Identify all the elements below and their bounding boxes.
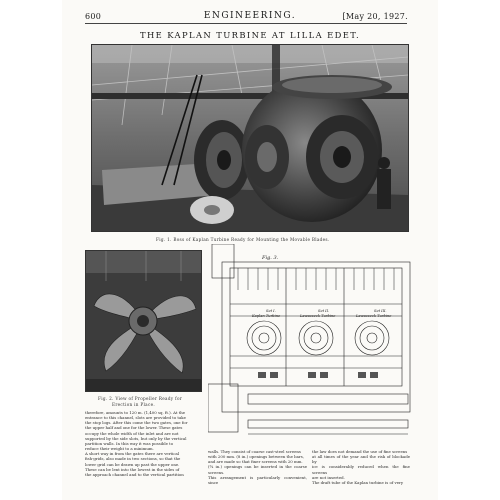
col3-line: the law does not demand the use of fine screens: [312, 449, 408, 454]
col3-line: The draft tube of the Kaplan turbine is of very: [312, 479, 404, 485]
set2-line1: Set II.: [318, 309, 330, 313]
col3-line: are not inserted.: [312, 474, 345, 480]
col1-line: A short way in from the gates there are vertical: [85, 451, 180, 457]
col2-line: (¾ in.) openings can be inserted in the coarse screens.: [208, 464, 307, 475]
figure-2-photo: [85, 250, 202, 392]
col2-line: and are made so that finer screens with 20 mm.: [208, 459, 303, 465]
col1-line: reduce their weight to a minimum.: [85, 446, 154, 452]
col1-line: the stop logs. After this come the two gates, one for: [85, 420, 188, 426]
set3-line1: Set III.: [374, 309, 387, 313]
col1-line: These can be lent into the lowest in the sides of: [85, 466, 180, 472]
col3-line: ice is considerably reduced when the fine screens: [312, 464, 410, 475]
col1-line: entrance to this channel, slots are provided to take: [85, 415, 186, 421]
col3-line: at all times of the year and the risk of blockade by: [312, 454, 410, 465]
article-title: THE KAPLAN TURBINE AT LILLA EDET.: [139, 30, 361, 40]
figure-1-caption: Fig. 1. Boss of Kaplan Turbine Ready for Mounting the Movable Blades.: [156, 237, 330, 242]
running-head: ENGINEERING.: [203, 11, 297, 21]
text-column-3: [312, 449, 410, 485]
col1-line: occupy the whole width of the inlet and are not: [85, 430, 179, 436]
text-column-1: [85, 410, 203, 477]
col1-line: fish-grids, also made in two sections, so that the: [85, 456, 181, 462]
turbine-boss-photo: [92, 45, 408, 231]
text-column-2: [208, 449, 307, 485]
turbine-plan-drawing: [208, 244, 412, 440]
issue-date: [May 20, 1927.: [342, 12, 408, 21]
set1-line1: Set I.: [266, 309, 276, 313]
figure-1-photo: [91, 44, 409, 232]
col2-line: This arrangement is particularly convenient, since: [208, 474, 307, 485]
page-number: 600: [85, 12, 102, 21]
col1-line: therefore, amounts to 120 m. (1,400 sq. ft.). At the: [85, 410, 186, 415]
col1-line: the approach channel and to the vertical partition: [85, 471, 184, 477]
col1-line: partition walls. In this way it was possible to: [85, 440, 174, 446]
figure-2-caption-line1: Fig. 2. View of Propeller Ready for: [98, 396, 183, 401]
figure-3-label: Fig. 3.: [262, 255, 279, 261]
propeller-photo: [86, 251, 201, 391]
set1-line2: Kaplan Turbine: [252, 314, 281, 318]
col2-line: with 200 mm. (8 in.) openings between the bars,: [208, 454, 305, 460]
col1-line: supported by the side slots, but only by the vertical: [85, 435, 187, 441]
set3-line2: Lawaczeck Turbine: [356, 314, 392, 318]
figure-3-drawing: [208, 244, 412, 440]
col1-line: the upper half and one for the lower. These gates: [85, 425, 183, 431]
figure-2-caption-line2: Erection in Place.: [112, 402, 156, 407]
col1-line: lower grid can be drawn up past the upper one.: [85, 461, 180, 467]
set2-line2: Lawaczeck Turbine: [300, 314, 336, 318]
header-rule: [85, 23, 407, 24]
col2-line: walls. They consist of coarse cast-steel screens: [208, 449, 301, 454]
